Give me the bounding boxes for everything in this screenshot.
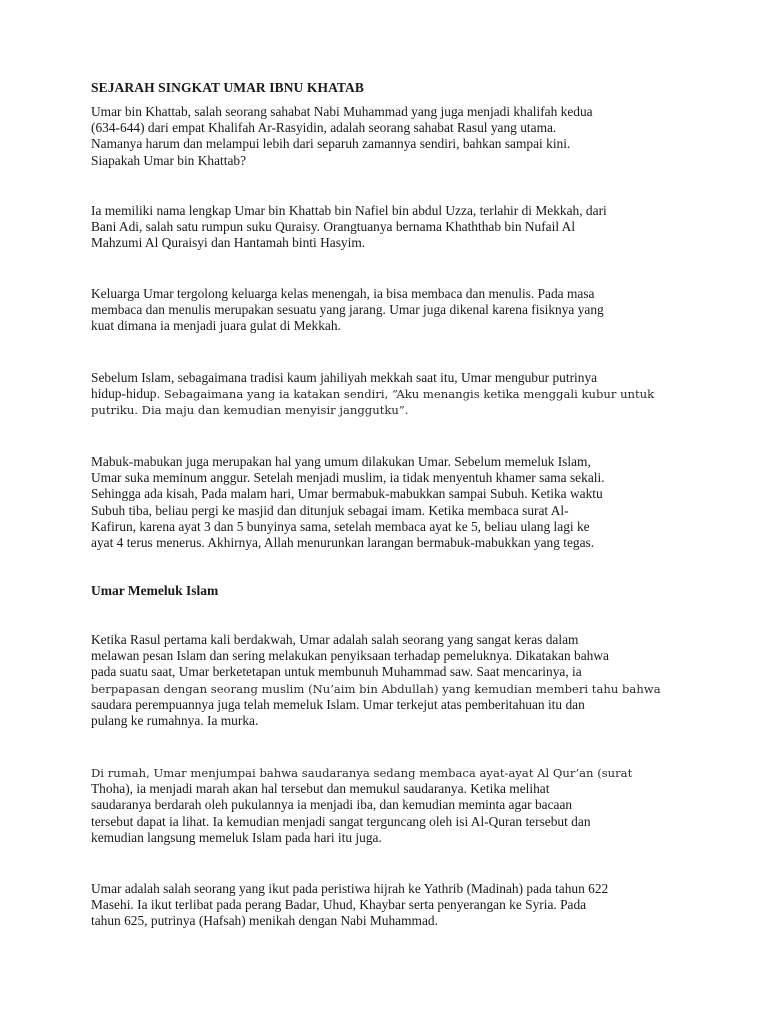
text-line: pada suatu saat, Umar berketetapan untuk membunuh Muhammad saw. Saat mencarinya, ia [91, 664, 582, 680]
text-line: Sehingga ada kisah, Pada malam hari, Umar bermabuk-mabukkan sampai Subuh. Ketika waktu [91, 486, 603, 502]
text-line: Sebelum Islam, sebagaimana tradisi kaum jahiliyah mekkah saat itu, Umar mengubur putrinya [91, 370, 598, 385]
text-line: Umar bin Khattab, salah seorang sahabat Nabi Muhammad yang juga menjadi khalifah kedua [91, 104, 593, 119]
text-segment-quote: . Sebagaimana yang ia katakan sendiri, “Aku menangis ketika menggali kubur untuk [156, 387, 655, 402]
text-line: melawan pesan Islam dan sering melakukan penyiksaan terhadap pemeluknya. Dikatakan bahwa [91, 648, 609, 664]
text-line: membaca dan menulis merupakan sesuatu yang jarang. Umar juga dikenal karena fisiknya yang [91, 302, 604, 318]
text-line: tersebut dapat ia lihat. Ia kemudian menjadi sangat terguncang oleh isi Al-Quran tersebut dan [91, 813, 591, 829]
text-line: ayat 4 terus menerus. Akhirnya, Allah menurunkan larangan bermabuk-mabukkan yang tegas. [91, 535, 595, 551]
text-line: Di rumah, Umar menjumpai bahwa saudaranya sedang membaca ayat-ayat Al Qur’an (surat [91, 766, 633, 780]
text-line: Ketika Rasul pertama kali berdakwah, Umar adalah salah seorang yang sangat keras dalam [91, 632, 579, 647]
text-line: putriku. Dia maju dan kemudian menyisir janggutku”. [91, 403, 409, 418]
paragraph-5 [91, 454, 691, 551]
text-line: Namanya harum dan melampui lebih dari separuh zamannya sendiri, bahkan sampai kini. [91, 136, 571, 152]
paragraph-1 [91, 104, 691, 169]
text-line: Keluarga Umar tergolong keluarga kelas menengah, ia bisa membaca dan menulis. Pada masa [91, 286, 595, 301]
paragraph-2 [91, 203, 691, 252]
text-line: Mahzumi Al Quraisyi dan Hantamah binti Hasyim. [91, 235, 366, 251]
section-heading: Umar Memeluk Islam [91, 583, 219, 598]
text-line: Mabuk-mabukan juga merupakan hal yang umum dilakukan Umar. Sebelum memeluk Islam, [91, 454, 591, 469]
text-line: Bani Adi, salah satu rumpun suku Quraisy. Orangtuanya bernama Khaththab bin Nufail Al [91, 219, 576, 235]
text-line: saudaranya berdarah oleh pukulannya ia menjadi iba, dan kemudian meminta agar bacaan [91, 797, 573, 813]
paragraph-7 [91, 765, 691, 846]
text-line: kuat dimana ia menjadi juara gulat di Mekkah. [91, 318, 341, 334]
text-line: Umar adalah salah seorang yang ikut pada peristiwa hijrah ke Yathrib (Madinah) pada tahun 622 [91, 881, 609, 896]
text-line: (634-644) dari empat Khalifah Ar-Rasyidin, adalah seorang sahabat Rasul yang utama. [91, 120, 557, 136]
text-line: Thoha), ia menjadi marah akan hal tersebut dan memukul saudaranya. Ketika melihat [91, 781, 550, 797]
text-line: tahun 625, putrinya (Hafsah) menikah dengan Nabi Muhammad. [91, 913, 438, 929]
paragraph-4 [91, 370, 691, 419]
text-line: Umar suka meminum anggur. Setelah menjadi muslim, ia tidak menyentuh khamer sama sekali. [91, 470, 605, 486]
text-line: saudara perempuannya juga telah memeluk Islam. Umar terkejut atas pemberitahuan itu dan [91, 696, 585, 712]
paragraph-8 [91, 881, 691, 930]
text-line: Ia memiliki nama lengkap Umar bin Khattab bin Nafiel bin abdul Uzza, terlahir di Mekkah, dari [91, 203, 607, 218]
paragraph-6 [91, 632, 691, 729]
text-line: Subuh tiba, beliau pergi ke masjid dan ditunjuk sebagai imam. Ketika membaca surat Al- [91, 502, 569, 518]
paragraph-3 [91, 286, 691, 335]
text-line: Masehi. Ia ikut terlibat pada perang Badar, Uhud, Khaybar serta penyerangan ke Syria. Pada [91, 897, 587, 913]
text-line: kemudian langsung memeluk Islam pada hari itu juga. [91, 829, 382, 845]
text-line [91, 386, 691, 402]
text-segment: hidup-hidup [91, 386, 157, 402]
document-title: SEJARAH SINGKAT UMAR IBNU KHATAB [91, 80, 364, 95]
text-line: pulang ke rumahnya. Ia murka. [91, 713, 259, 729]
text-line: Siapakah Umar bin Khattab? [91, 152, 247, 168]
text-line: berpapasan dengan seorang muslim (Nu’aim bin Abdullah) yang kemudian memberi tahu bahwa [91, 681, 661, 696]
text-line: Kafirun, karena ayat 3 dan 5 bunyinya sama, setelah membaca ayat ke 5, beliau ulang lagi ke [91, 518, 590, 534]
